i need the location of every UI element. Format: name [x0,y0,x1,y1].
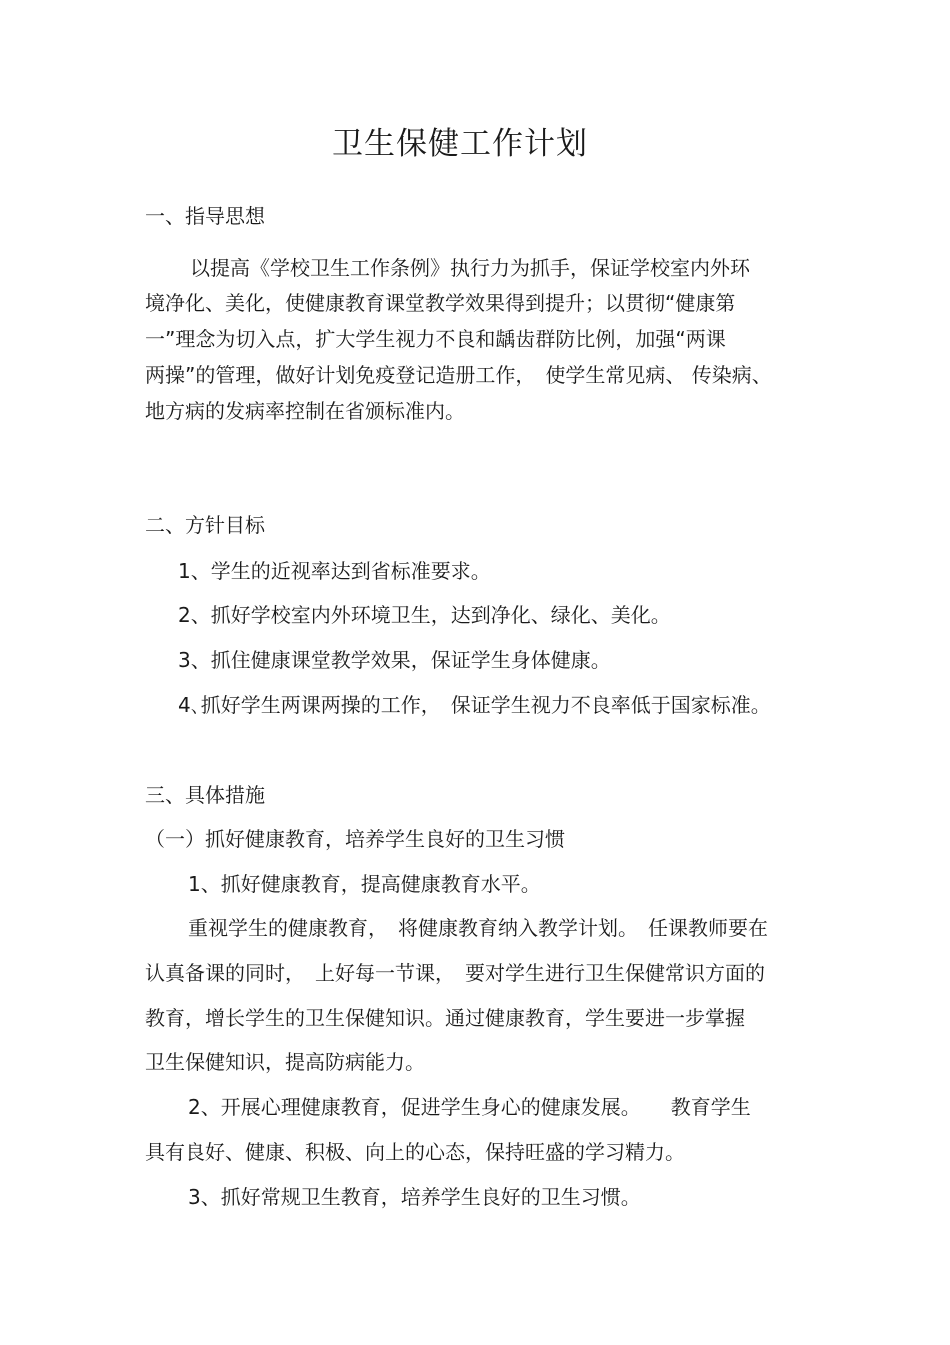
list-item: 1、抓好健康教育，提高健康教育水平。 [188,872,541,896]
section-heading-guiding-ideology: 一、指导思想 [145,204,265,228]
paragraph-line: 以提高《学校卫生工作条例》执行力为抓手，保证学校室内外环 [190,256,750,280]
paragraph-line: 境净化、美化，使健康教育课堂教学效果得到提升；以贯彻“健康第 [145,291,736,315]
paragraph-line: 2、开展心理健康教育，促进学生身心的健康发展。 教育学生 [188,1095,751,1119]
list-item: 3、抓住健康课堂教学效果，保证学生身体健康。 [178,648,611,672]
paragraph-line: 两操”的管理，做好计划免疫登记造册工作， 使学生常见病、 传染病、 [145,363,772,387]
section-heading-measures: 三、具体措施 [145,783,265,807]
paragraph-line: 认真备课的同时， 上好每一节课， 要对学生进行卫生保健常识方面的 [145,961,765,985]
list-item: 3、抓好常规卫生教育，培养学生良好的卫生习惯。 [188,1185,641,1209]
list-item: 1、学生的近视率达到省标准要求。 [178,559,491,583]
list-item: 2、抓好学校室内外环境卫生，达到净化、绿化、美化。 [178,603,671,627]
paragraph-line: 卫生保健知识，提高防病能力。 [145,1050,425,1074]
section-heading-goals: 二、方针目标 [145,513,265,537]
document-title: 卫生保健工作计划 [332,126,588,162]
paragraph-line: 重视学生的健康教育， 将健康教育纳入教学计划。 任课教师要在 [188,916,768,940]
list-item: 4､抓好学生两课两操的工作， 保证学生视力不良率低于国家标准。 [178,693,771,717]
paragraph-line: 地方病的发病率控制在省颁标准内。 [145,399,465,423]
paragraph-line: 一”理念为切入点，扩大学生视力不良和龋齿群防比例，加强“两课 [145,327,726,351]
paragraph-line: 具有良好、健康、积极、向上的心态，保持旺盛的学习精力。 [145,1140,685,1164]
subsection-heading: （一）抓好健康教育，培养学生良好的卫生习惯 [145,827,565,851]
paragraph-line: 教育，增长学生的卫生保健知识。通过健康教育，学生要进一步掌握 [145,1006,745,1030]
